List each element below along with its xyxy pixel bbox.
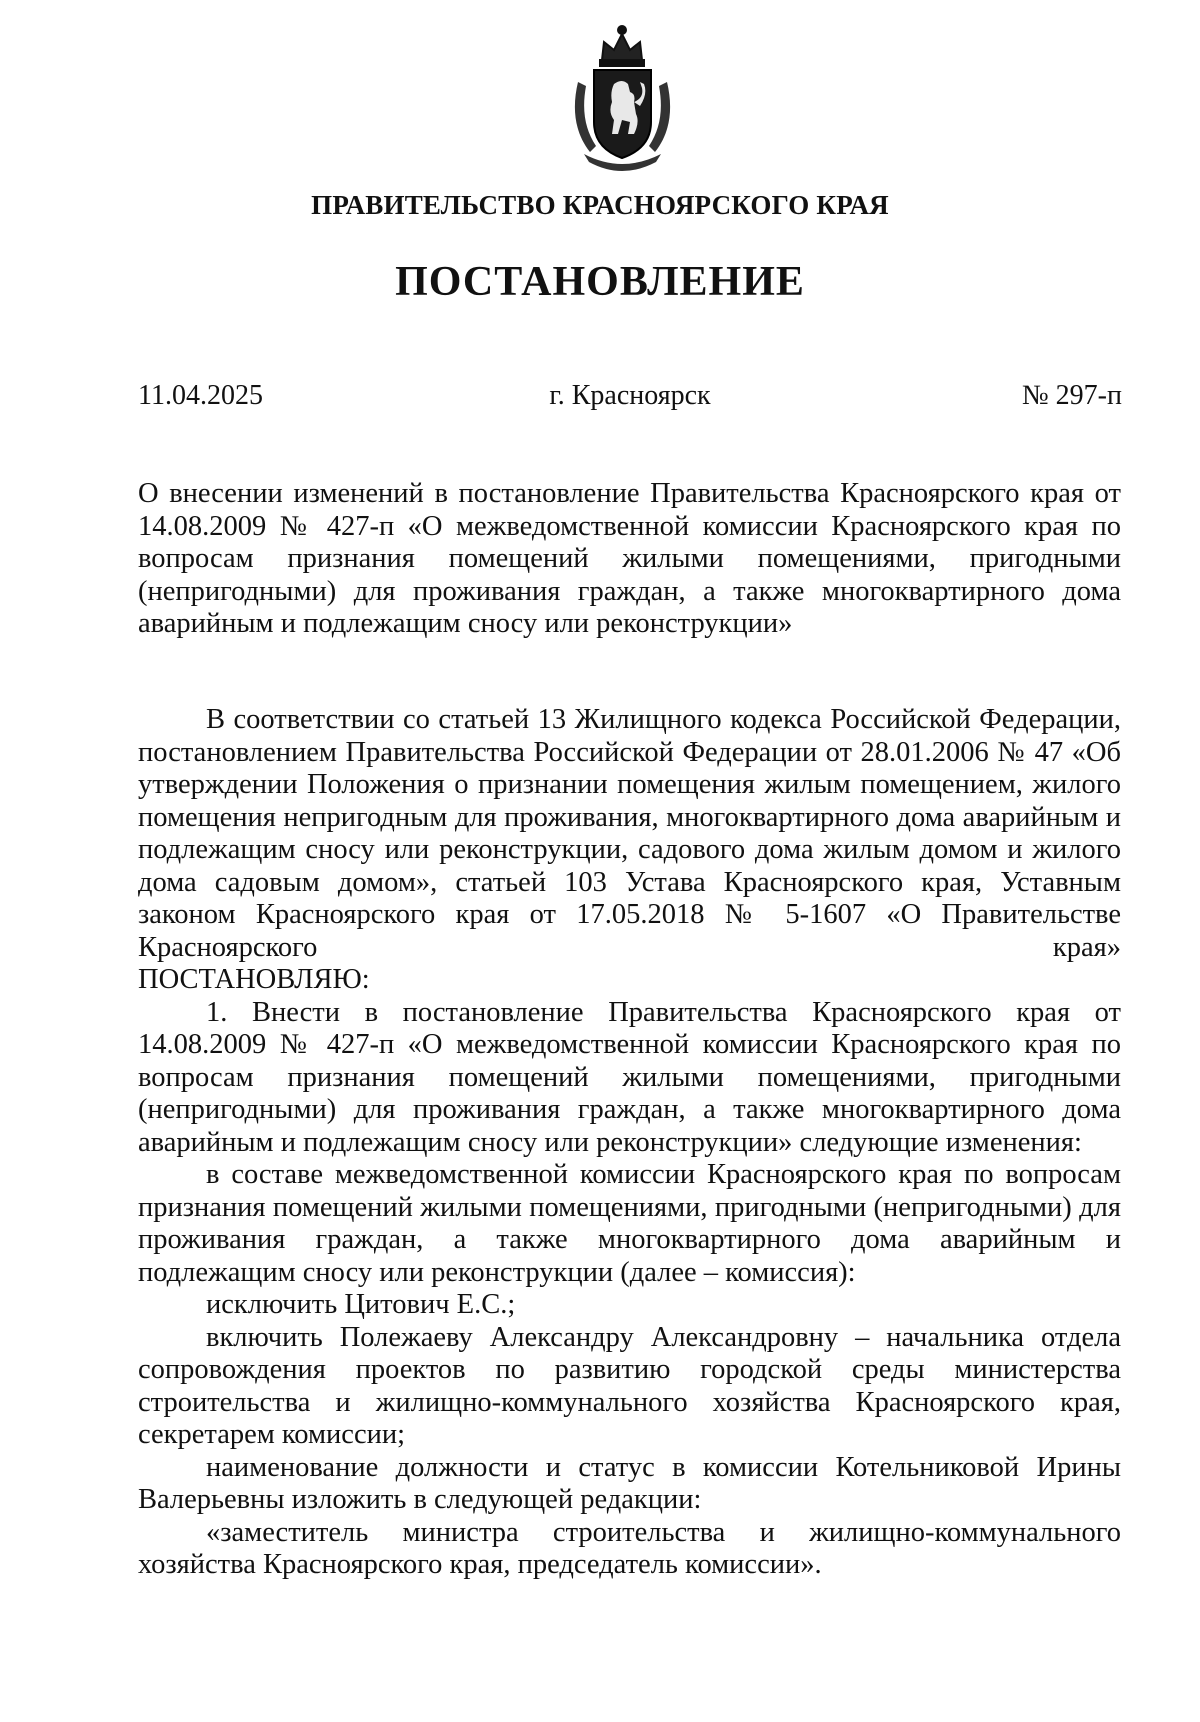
organization-name: ПРАВИТЕЛЬСТВО КРАСНОЯРСКОГО КРАЯ	[311, 190, 889, 220]
document-details	[138, 380, 1122, 416]
document-title	[138, 478, 1121, 641]
document-city: г. Красноярск	[549, 380, 711, 411]
document-body	[138, 704, 1121, 1582]
decree-word: ПОСТАНОВЛЯЮ:	[138, 964, 370, 995]
item-1-paragraph: 1. Внести в постановление Правительства Красноярского края от 14.08.2009 № 427-п «О межведомственной комиссии Красноярского края по вопросам признания помещений жилыми помещениями, пригодными (непригодными) для проживания граждан, а также многоквартирного дома аварийным и подлежащим сносу или реконструкции» следующие изменения:	[138, 996, 1121, 1158]
document-date: 11.04.2025	[138, 380, 263, 411]
new-title-paragraph: «заместитель министра строительства и жилищно-коммунального хозяйства Красноярского края, председатель комиссии».	[138, 1516, 1121, 1580]
preamble-paragraph: В соответствии со статьей 13 Жилищного кодекса Российской Федерации, постановлением Правительства Российской Федерации от 28.01.2006 № 47 «Об утверждении Положения о признании помещения жилым помещением, жилого помещения непригодным для проживания, многоквартирного дома аварийным и подлежащим сносу или реконструкции, садового дома жилым домом и жилого дома садовым домом», статьей 103 Устава Красноярского края, Уставным законом Красноярского края от 17.05.2018 № 5-1607 «О Правительстве Красноярского края»	[138, 704, 1121, 963]
document-type: ПОСТАНОВЛЕНИЕ	[395, 259, 805, 305]
exclude-paragraph: исключить Цитович Е.С.;	[206, 1289, 516, 1320]
document-number: № 297-п	[1021, 380, 1122, 411]
include-paragraph: включить Полежаеву Александру Александровну – начальника отдела сопровождения проектов по развитию городской среды министерства строительства и жилищно-коммунального хозяйства Красноярского края, секретарем комиссии;	[138, 1321, 1121, 1450]
coat-of-arms-icon	[570, 22, 675, 172]
rename-paragraph: наименование должности и статус в комиссии Котельниковой Ирины Валерьевны изложить в следующей редакции:	[138, 1451, 1121, 1515]
title-paragraph: О внесении изменений в постановление Правительства Красноярского края от 14.08.2009 № 427-п «О межведомственной комиссии Красноярского края по вопросам признания помещений жилыми помещениями, пригодными (непригодными) для проживания граждан, а также многоквартирного дома аварийным и подлежащим сносу или реконструкции»	[138, 478, 1121, 639]
composition-paragraph: в составе межведомственной комиссии Красноярского края по вопросам признания помещений жилыми помещениями, пригодными (непригодными) для проживания граждан, а также многоквартирного дома аварийным и подлежащим сносу или реконструкции (далее – комиссия):	[138, 1159, 1121, 1288]
